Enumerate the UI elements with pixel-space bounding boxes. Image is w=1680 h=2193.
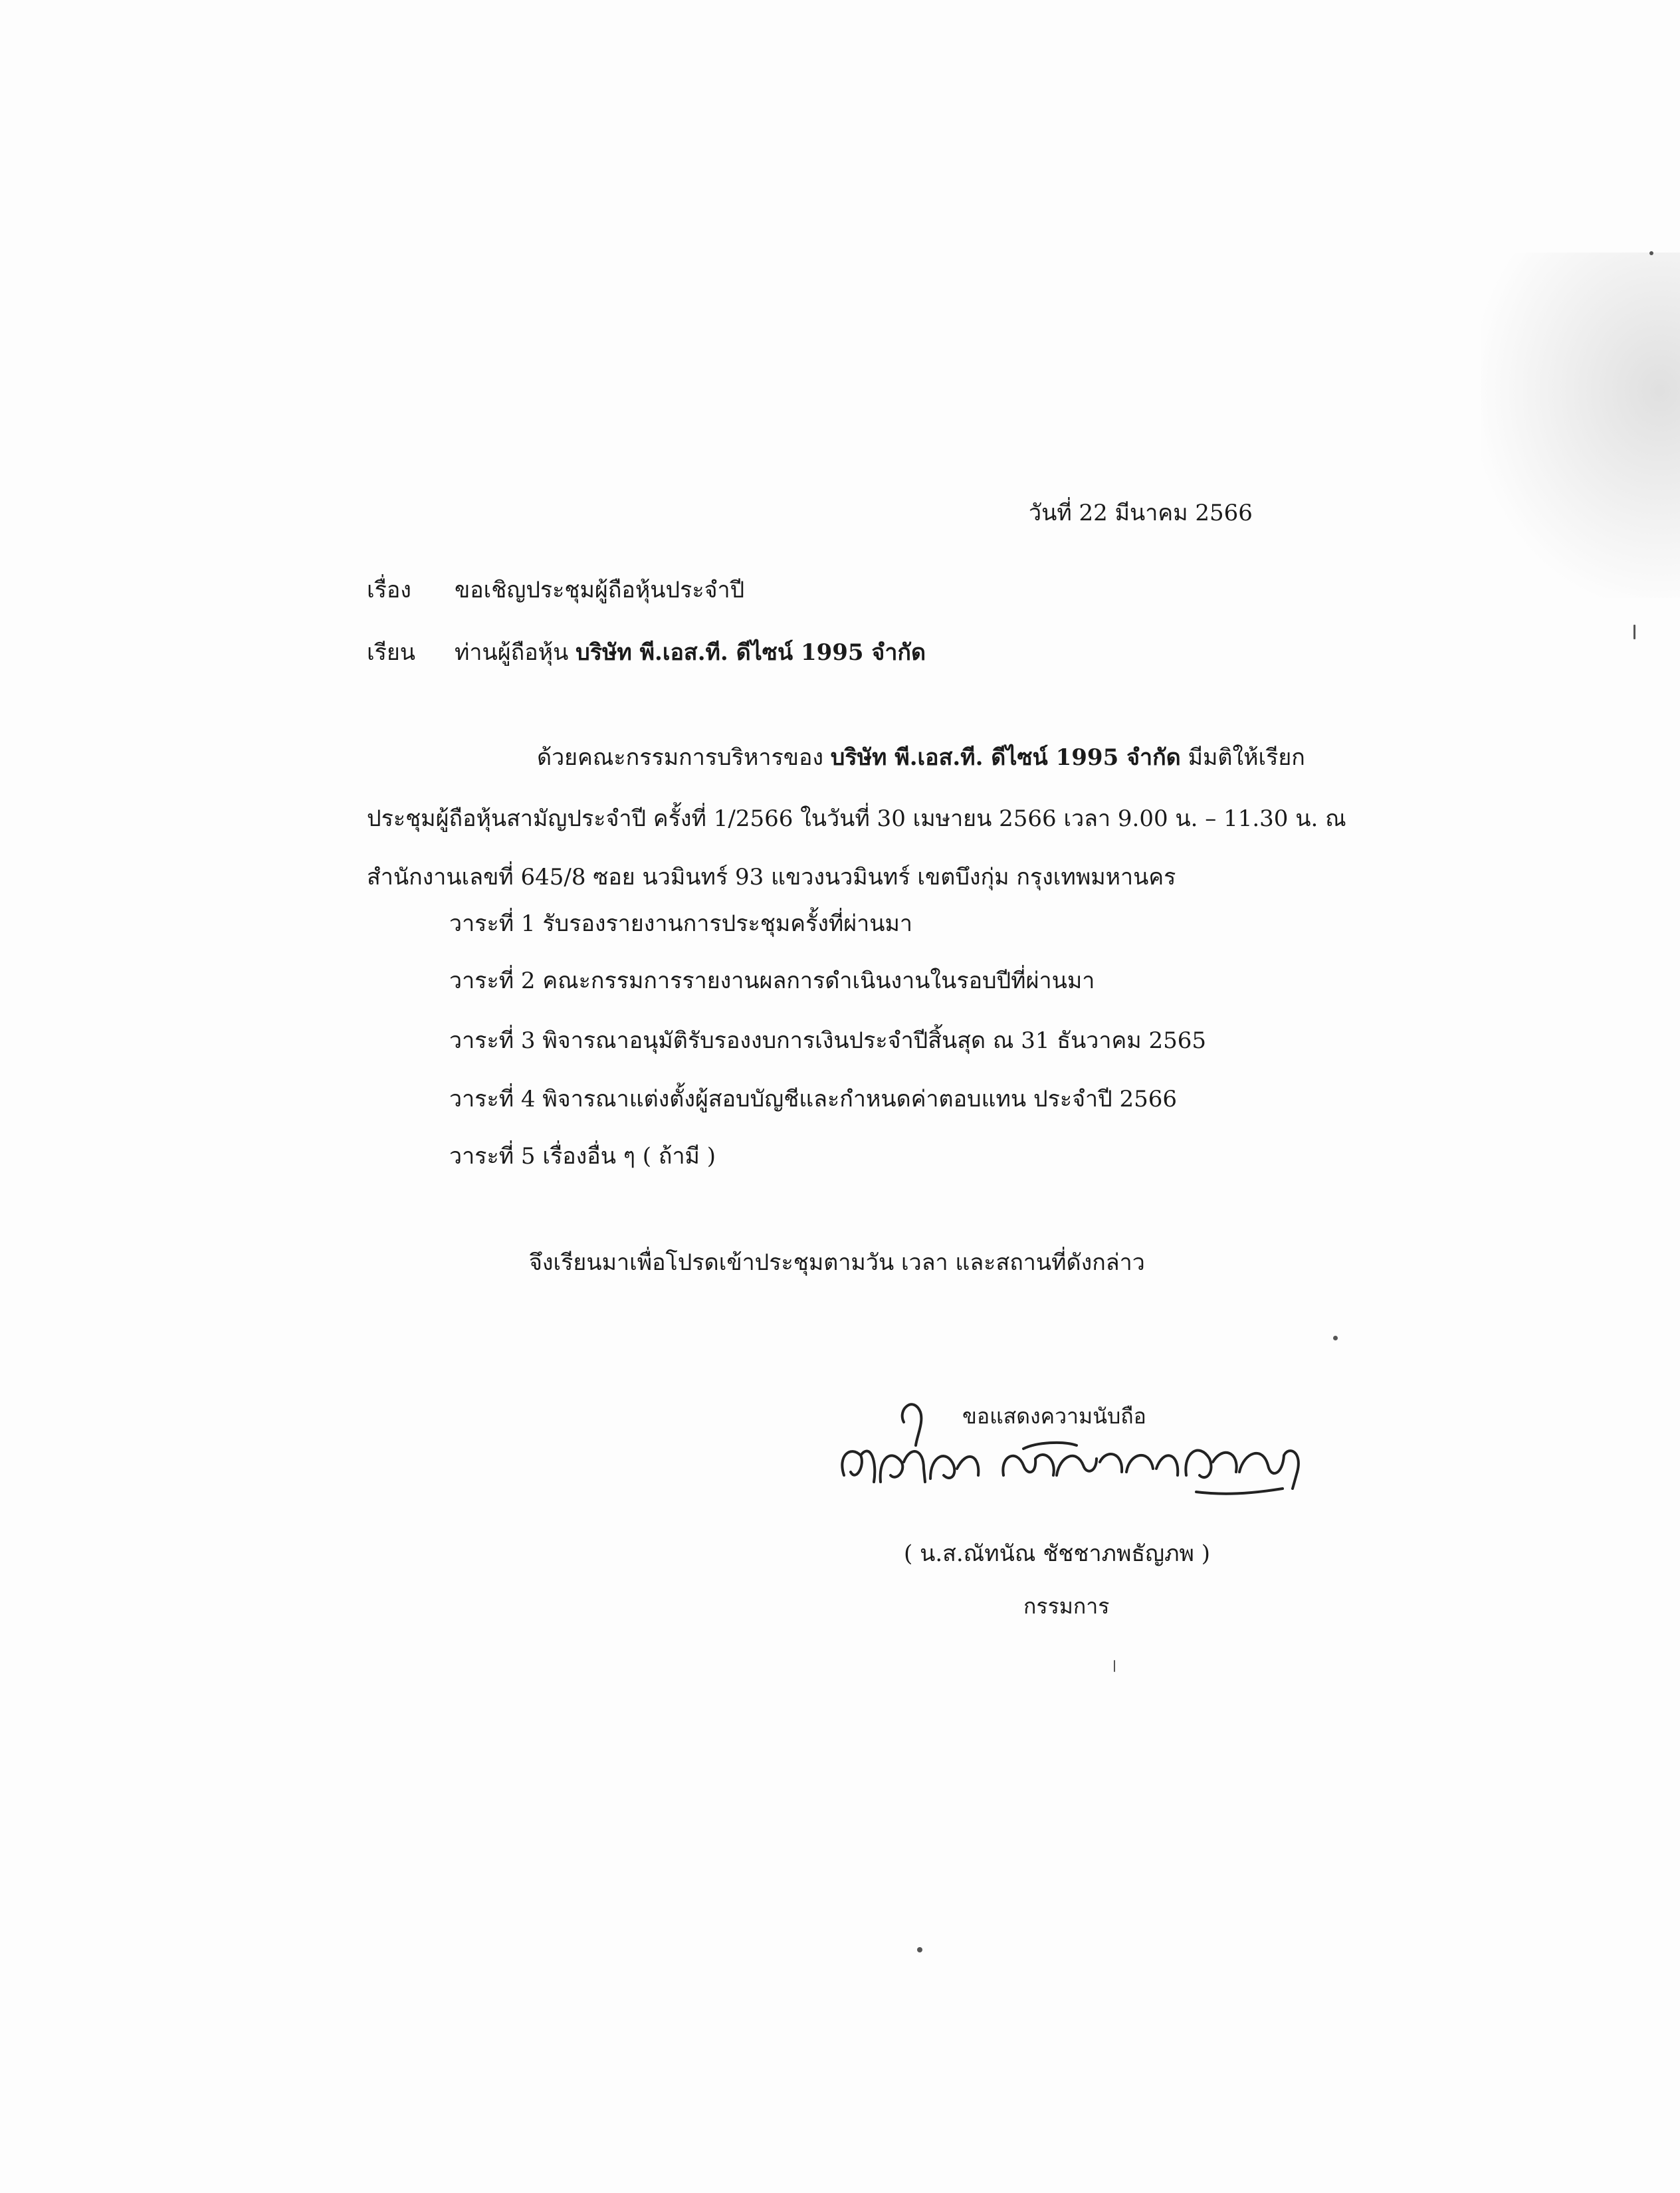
body-line-1-prefix: ด้วยคณะกรรมการบริหารของ bbox=[537, 744, 823, 771]
agenda-item-4: วาระที่ 4 พิจารณาแต่งตั้งผู้สอบบัญชีและกำหนดค่าตอบแทน ประจำปี 2566 bbox=[449, 1086, 1178, 1112]
subject-label: เรื่อง bbox=[367, 577, 411, 603]
recipient-prefix: ท่านผู้ถือหุ้น bbox=[455, 639, 569, 666]
scan-speck bbox=[1333, 1336, 1338, 1340]
recipient-line bbox=[455, 639, 926, 667]
body-line-3: สำนักงานเลขที่ 645/8 ซอย นวมินทร์ 93 แขวงนวมินทร์ เขตบึงกุ่ม กรุงเทพมหานคร bbox=[367, 864, 1176, 890]
recipient-company: บริษัท พี.เอส.ที. ดีไซน์ 1995 จำกัด bbox=[576, 639, 926, 666]
regards-line: ขอแสดงความนับถือ bbox=[962, 1404, 1146, 1429]
scan-speck bbox=[917, 1947, 922, 1952]
agenda-item-5: วาระที่ 5 เรื่องอื่น ๆ ( ถ้ามี ) bbox=[449, 1143, 716, 1170]
agenda-item-2: วาระที่ 2 คณะกรรมการรายงานผลการดำเนินงานในรอบปีที่ผ่านมา bbox=[449, 968, 1095, 994]
body-company-name: บริษัท พี.เอส.ที. ดีไซน์ 1995 จำกัด bbox=[830, 744, 1181, 771]
recipient-label: เรียน bbox=[367, 639, 416, 666]
body-line-2: ประชุมผู้ถือหุ้นสามัญประจำปี ครั้งที่ 1/2566 ในวันที่ 30 เมษายน 2566 เวลา 9.00 น. – 11.30 น. ณ bbox=[367, 805, 1346, 832]
scan-shadow bbox=[1481, 253, 1680, 598]
scan-speck bbox=[1649, 251, 1653, 255]
signer-title: กรรมการ bbox=[1023, 1594, 1110, 1619]
letter-date: วันที่ 22 มีนาคม 2566 bbox=[1029, 500, 1253, 526]
body-line-1-suffix: มีมติให้เรียก bbox=[1188, 744, 1305, 771]
agenda-item-1: วาระที่ 1 รับรองรายงานการประชุมครั้งที่ผ่านมา bbox=[449, 910, 913, 937]
body-line-1 bbox=[537, 744, 1305, 772]
handwritten-signature bbox=[824, 1382, 1329, 1515]
scan-speck bbox=[1633, 625, 1635, 639]
closing-line: จึงเรียนมาเพื่อโปรดเข้าประชุมตามวัน เวลา และสถานที่ดังกล่าว bbox=[529, 1249, 1145, 1276]
agenda-item-3: วาระที่ 3 พิจารณาอนุมัติรับรองงบการเงินประจำปีสิ้นสุด ณ 31 ธันวาคม 2565 bbox=[449, 1027, 1206, 1054]
scan-speck bbox=[1114, 1660, 1115, 1672]
signer-name: ( น.ส.ณัทนัณ ชัชชาภพธัญภพ ) bbox=[904, 1540, 1210, 1567]
subject-text: ขอเชิญประชุมผู้ถือหุ้นประจำปี bbox=[455, 577, 745, 603]
